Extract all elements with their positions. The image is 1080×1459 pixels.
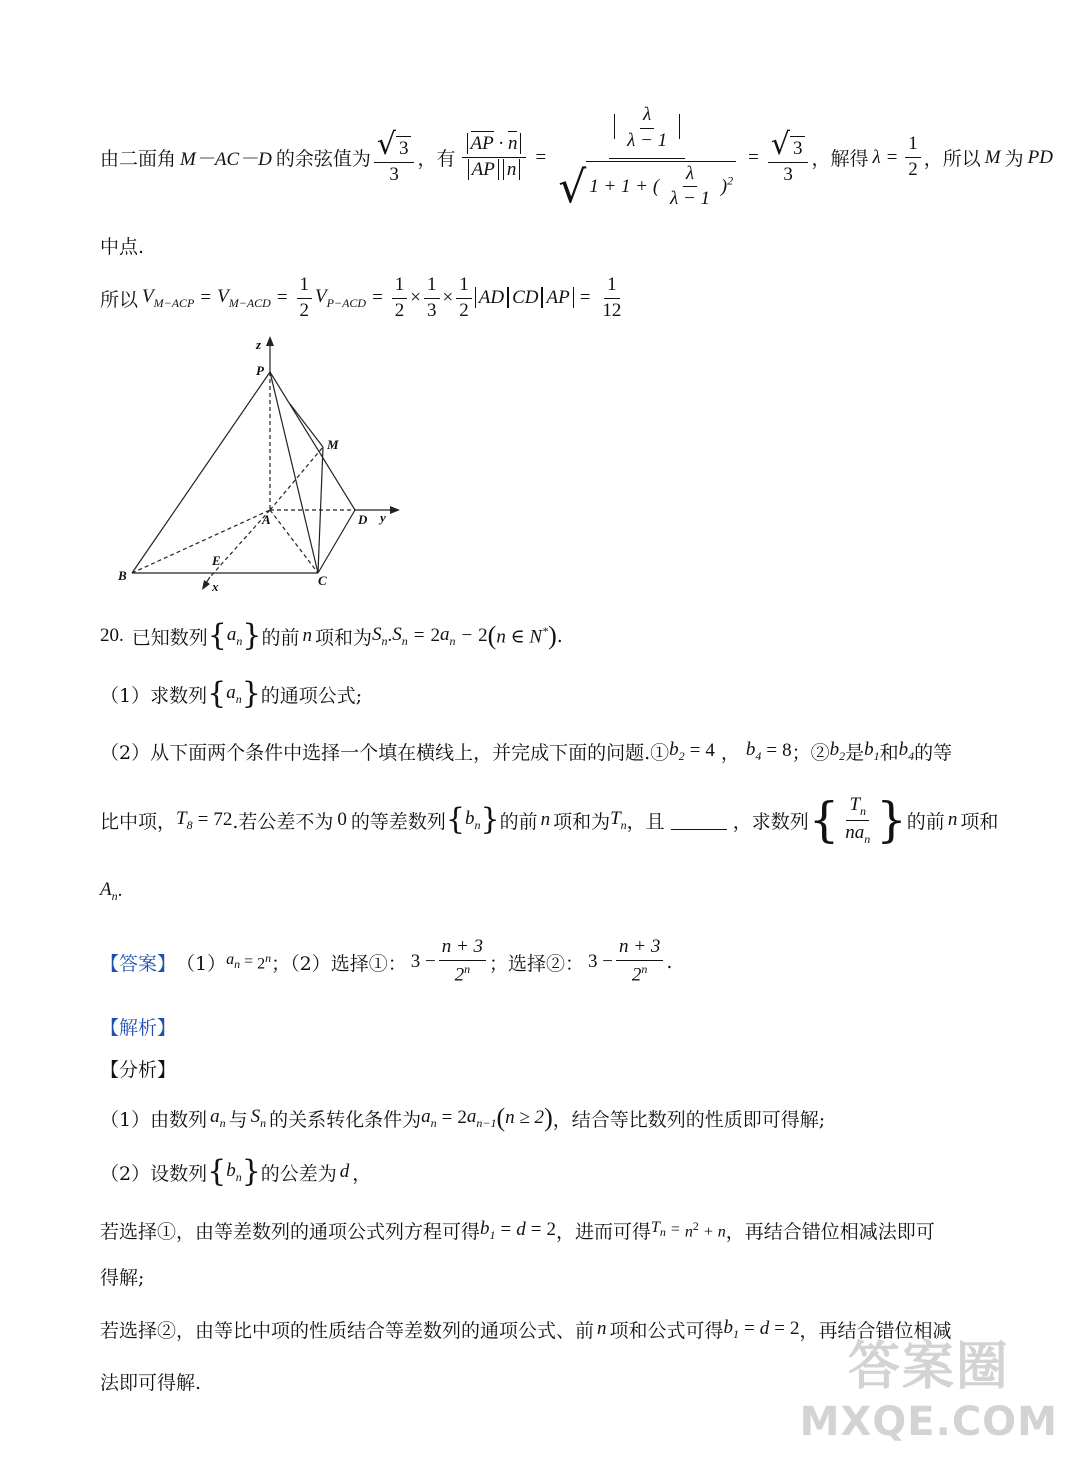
text: . xyxy=(556,625,563,647)
analysis-line-5: 若选择②，由等比中项的性质结合等差数列的通项公式、前 n 项和公式可得 $b_1$ = d = 2 ，再结合错位相减 xyxy=(100,1316,952,1342)
text: 的等差数列 xyxy=(350,810,446,833)
text: ；（2）选择①： xyxy=(271,952,407,975)
lambda-label: λ = xyxy=(872,146,899,168)
text: 的通项公式; xyxy=(260,684,363,707)
label-p: P xyxy=(256,363,264,378)
text: 和 xyxy=(879,741,899,764)
analysis-line-3: 若选择①，由等差数列的通项公式列方程可得 $b_1$ = d = 2 ，进而可得 $T_n$ = $n^2 + n$ ，再结合错位相减法即可 xyxy=(100,1217,935,1243)
watermark-top: 答案圈 xyxy=(847,1337,1010,1397)
text: .若公差不为 xyxy=(232,810,334,833)
text: 若选择①，由等差数列的通项公式列方程可得 xyxy=(100,1220,481,1243)
text: ，解得 xyxy=(811,148,869,170)
text: （2）设数列 xyxy=(100,1162,208,1185)
dihedral-angle: M－AC－D xyxy=(180,149,272,170)
text: 比中项， xyxy=(100,810,177,833)
text: 项和为 xyxy=(553,810,611,833)
label-c: C xyxy=(318,573,327,588)
label-y: y xyxy=(380,510,386,525)
label-z: z xyxy=(256,337,262,352)
text: ；选择②： xyxy=(489,952,585,975)
analysis-sub-line xyxy=(100,1055,176,1082)
text: （1） xyxy=(176,952,227,975)
text: 是 xyxy=(845,741,865,764)
text: 由二面角 xyxy=(100,148,177,170)
text: 的前 xyxy=(261,626,300,649)
text: ，进而可得 xyxy=(555,1220,651,1243)
segment-pd: PD xyxy=(1027,146,1053,168)
text: ， xyxy=(352,1162,372,1185)
fraction-sqrt3-over-3: √ 3 3 xyxy=(374,130,415,186)
text: 项和为 xyxy=(314,626,372,649)
analysis-line-1: （1）由数列 $a_n$ 与 $S_n$ 的关系转化条件为 $a_n$ = 2 $a_{n-1}$ ( n ≥ 2 ) ，结合等比数列的性质即可得解; xyxy=(100,1103,826,1132)
question-20-stem: 20. 已知数列 { $a_n$ } 的前 n 项和为 $S_n$ . $S_n$ = 2 $a_n$ − 2 ( n ∈ N* ) . xyxy=(100,618,563,653)
cosine-formula-fraction: $\frac{AP \cdot n}{\text{AP n}}$ xyxy=(462,134,527,181)
label-x: x xyxy=(212,579,219,594)
question-20-part2-line2: 比中项， $T_8$ = 72 .若公差不为 0 的等差数列 { $b_n$ } 的前 n 项和为 $T_n$ ，且 ，求数列 { $\frac{T_n}{na_n}$ } 的前 n 项和 xyxy=(100,792,999,848)
point-m: M xyxy=(984,146,1001,168)
text: 中点. xyxy=(100,236,145,258)
label-e: E xyxy=(212,553,221,568)
text: 所以 xyxy=(100,288,139,311)
label-d: D xyxy=(358,512,368,527)
text: ，再结合错位相减 xyxy=(799,1319,952,1342)
question-20-part2-line1: （2）从下面两个条件中选择一个填在横线上，并完成下面的问题.① $b_2$ = 4 ， $b_4$ = 8 ；② $b_2$ 是 $b_1$ 和 $b_4$ 的等 xyxy=(100,738,953,764)
text: 为 xyxy=(1004,148,1024,170)
text: ，求数列 xyxy=(732,810,809,833)
fraction-sqrt3-over-3: √ 3 3 xyxy=(768,130,809,186)
analysis-line-2: （2）设数列 { $b_n$ } 的公差为 d ， xyxy=(100,1154,372,1189)
dihedral-paragraph: 由二面角 M－AC－D 的余弦值为 √ 3 3 ，有 $\frac{AP \cdot n}{\text{AP n}}$ = $\frac{\lambda}{\lambda - 1}$ √ 1 + 1 + ( $\frac{\lambda}{\lambda - 1}$ )$^2$ = √ 3 3 ，解得 λ = $\frac{1}{2}$ ，所以 M 为 PD xyxy=(100,103,1053,214)
text: 项和 xyxy=(960,810,999,833)
label-m: M xyxy=(327,437,339,452)
answer-line: 【答案】 （1） $a_n$ = 2$^n$ ；（2）选择①： 3 − $\frac{n + 3}{2^n}$ ；选择②： 3 − $\frac{n + 3}{2^n}$ . xyxy=(100,936,673,986)
analysis-tag: 【解析】 xyxy=(100,1017,177,1039)
number-zero: 0 xyxy=(337,809,347,830)
text: 若选择②，由等比中项的性质结合等差数列的通项公式、前 xyxy=(100,1319,595,1342)
analysis-subtag: 【分析】 xyxy=(100,1059,177,1081)
analysis-line-6 xyxy=(100,1368,201,1395)
lambda-fraction: $\frac{\lambda}{\lambda - 1}$ √ 1 + 1 + ( $\frac{\lambda}{\lambda - 1}$ )$^2$ xyxy=(555,105,739,211)
text: 法即可得解. xyxy=(100,1372,202,1394)
midpoint-line xyxy=(100,232,144,259)
question-20-part2-line3: $A_n$ . xyxy=(100,878,123,903)
volume-equation: 所以 $V_{M-ACP}$ = $V_{M-ACD}$ = $\frac{1}{2}$ $V_{P-ACD}$ = $\frac{1}{2}$ × $\frac{1}{3}$ × $\frac{1}{2}$ AD CD AP = $\frac{1}{12}$ xyxy=(100,273,622,321)
answer-tag: 【答案】 xyxy=(100,952,177,975)
text: 的余弦值为 xyxy=(275,148,371,170)
text: ，所以 xyxy=(923,148,981,170)
pyramid-figure xyxy=(110,332,410,597)
label-b: B xyxy=(118,568,127,583)
text: 得解; xyxy=(100,1267,145,1289)
text: ，再结合错位相减法即可 xyxy=(725,1220,935,1243)
question-20-part1: （1）求数列 { $a_n$ } 的通项公式; xyxy=(100,676,363,711)
text: （1）由数列 xyxy=(100,1108,208,1131)
text: 的前 xyxy=(499,810,538,833)
analysis-line-4 xyxy=(100,1263,144,1290)
text: （1）求数列 xyxy=(100,684,208,707)
text: 与 xyxy=(228,1108,248,1131)
watermark-logo xyxy=(800,1324,1058,1445)
text: 的等 xyxy=(914,741,953,764)
label-a: A xyxy=(262,512,271,527)
text: 项和公式可得 xyxy=(609,1319,724,1342)
text: ，有 xyxy=(417,148,456,170)
question-number: 20. xyxy=(100,625,124,646)
text: 已知数列 xyxy=(131,626,208,649)
text: 的公差为 xyxy=(260,1162,337,1185)
text: ，结合等比数列的性质即可得解; xyxy=(552,1108,826,1131)
watermark-bottom: MXQE.COM xyxy=(799,1399,1058,1445)
text: （2）从下面两个条件中选择一个填在横线上，并完成下面的问题.① xyxy=(100,741,670,764)
text: 的前 xyxy=(906,810,945,833)
fraction-one-half: $\frac{1}{2}$ xyxy=(905,134,921,181)
analysis-tag-line xyxy=(100,1013,176,1040)
text: . xyxy=(666,951,673,973)
text: 的关系转化条件为 xyxy=(269,1108,422,1131)
fill-in-blank xyxy=(671,811,727,830)
text: ，且 xyxy=(626,810,665,833)
text: ；② xyxy=(791,741,830,764)
